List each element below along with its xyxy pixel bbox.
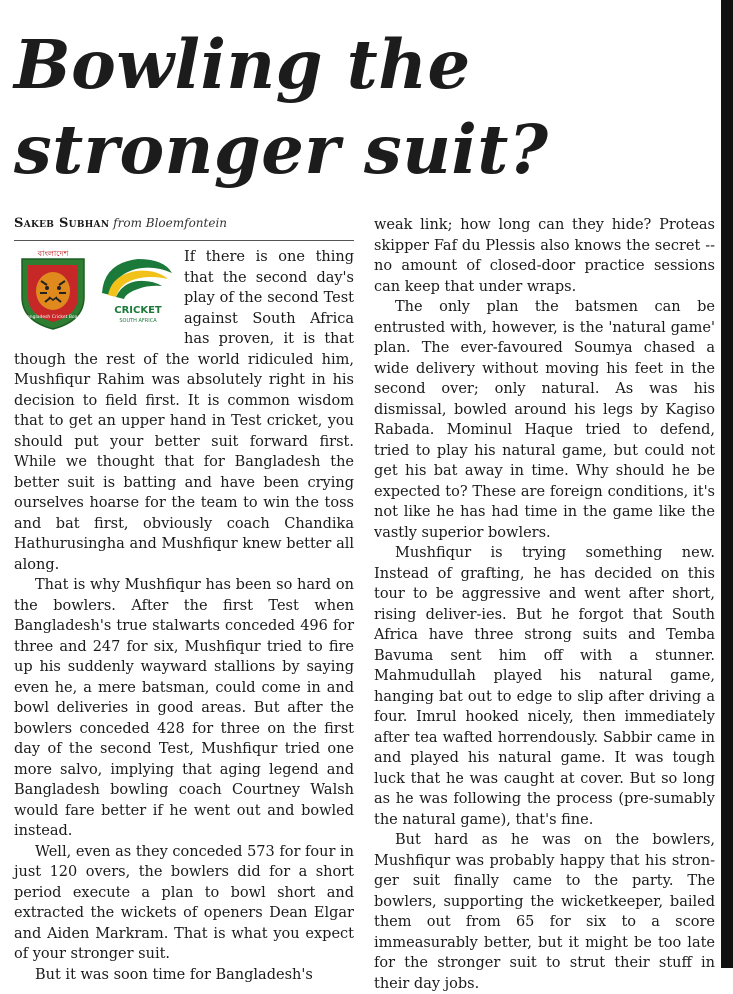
paragraph-4-continued: weak link; how long can they hide? Proteas skipper Faf du Plessis also knows the secret -- no amount of closed-door practice sessions can keep that under wraps.: [374, 217, 715, 295]
byline-location: from Bloemfontein: [113, 216, 228, 230]
csa-cricket-text: CRICKET: [114, 305, 162, 316]
paragraph-2: That is why Mushfiqur has been so hard on the bowlers. After the first Test when Bangladesh's true stalwarts conceded 496 for three and 247 for six, Mushfiqur tried to fire up his suddenly wayward stallions by saying even he, a mere batsman, could come in and bowl deliveries in good areas. But after the bowlers conceded 428 for three on the first day of the second Test, Mushfiqur tried one more salvo, implying that aging legend and Bangladesh bowling coach Courtney Walsh would fare better if he went out and bowled instead.: [14, 577, 354, 839]
paragraph-4: But it was soon time for Bangladesh's: [35, 966, 313, 983]
team-logos: [14, 247, 180, 333]
page-edge-bar: [721, 0, 733, 968]
headline-line-1: Bowling the: [14, 25, 471, 104]
byline-author: Sakeb Subhan: [14, 216, 110, 231]
paragraph-3: Well, even as they conceded 573 for four in just 120 overs, the bowlers did for a short period execute a plan to bowl short and extracted the wickets of openers Dean Elgar and Aiden Markram. That is what you expect of your stronger suit.: [14, 843, 354, 962]
bcb-name-text: Bangladesh Cricket Board: [23, 315, 83, 320]
article-column-left: [14, 247, 354, 985]
paragraph-1: If there is one thing that the second day's play of the second Test against South Africa has proven, it is that though the rest of the world ridiculed him, Mushfiqur Rahim was absolutely right in his decision to field first. It is common wisdom that to get an upper hand in Test cricket, you should put your better suit forward first. While we thought that for Bangladesh the better suit is batting and have been crying ourselves hoarse for the team to win the toss and bat first, obviously coach Chandika Hathurusingha and Mushfiqur knew better all along.: [14, 249, 354, 573]
headline-line-2: stronger suit?: [14, 110, 549, 189]
byline-rule: [14, 240, 354, 241]
paragraph-5: The only plan the batsmen can be entrusted with, however, is the 'natural game' plan. The ever-favoured Soumya chased a wide delivery without moving his feet in the second over; only natural. As was his dismissal, bowled around his legs by Kagiso Rabada. Mominul Haque tried to defend, tried to play his natural game, but could not get his bat away in time. Why should he be expected to? These are foreign conditions, it's not like he has had time in the game like the vastly superior bowlers.: [374, 299, 715, 541]
csa-south-africa-text: SOUTH AFRICA: [119, 318, 157, 324]
paragraph-7: But hard as he was on the bowlers, Mushfiqur was probably happy that his stron-ger suit finally came to the party. The bowlers, supporting the wicketkeeper, bailed them out from 65 for six to a score immeasurably better, but it might be too late for the stronger suit to strut their stuff in their day jobs.: [374, 832, 715, 992]
byline: [14, 216, 227, 231]
paragraph-6: Mushfiqur is trying something new. Instead of grafting, he has decided on this tour to be aggressive and went after short, rising deliver-ies. But he forgot that South Africa have three strong suits and Temba Bavuma sent him off with a stunner. Mahmudullah played his natural game, hanging bat out to edge to slip after driving a four. Imrul hooked nicely, then immediately after tea wafted horrendously. Sabbir came in and played his natural game. It was tough luck that he was caught at cover. But so long as he was following the process (pre-sumably the natural game), that's fine.: [374, 545, 715, 828]
headline: [14, 22, 714, 192]
bcb-crest-logo: [14, 247, 92, 333]
article-column-right: [374, 215, 715, 994]
csa-logo: [96, 253, 176, 327]
bcb-bengali-text: বাংলাদেশ: [37, 249, 69, 258]
